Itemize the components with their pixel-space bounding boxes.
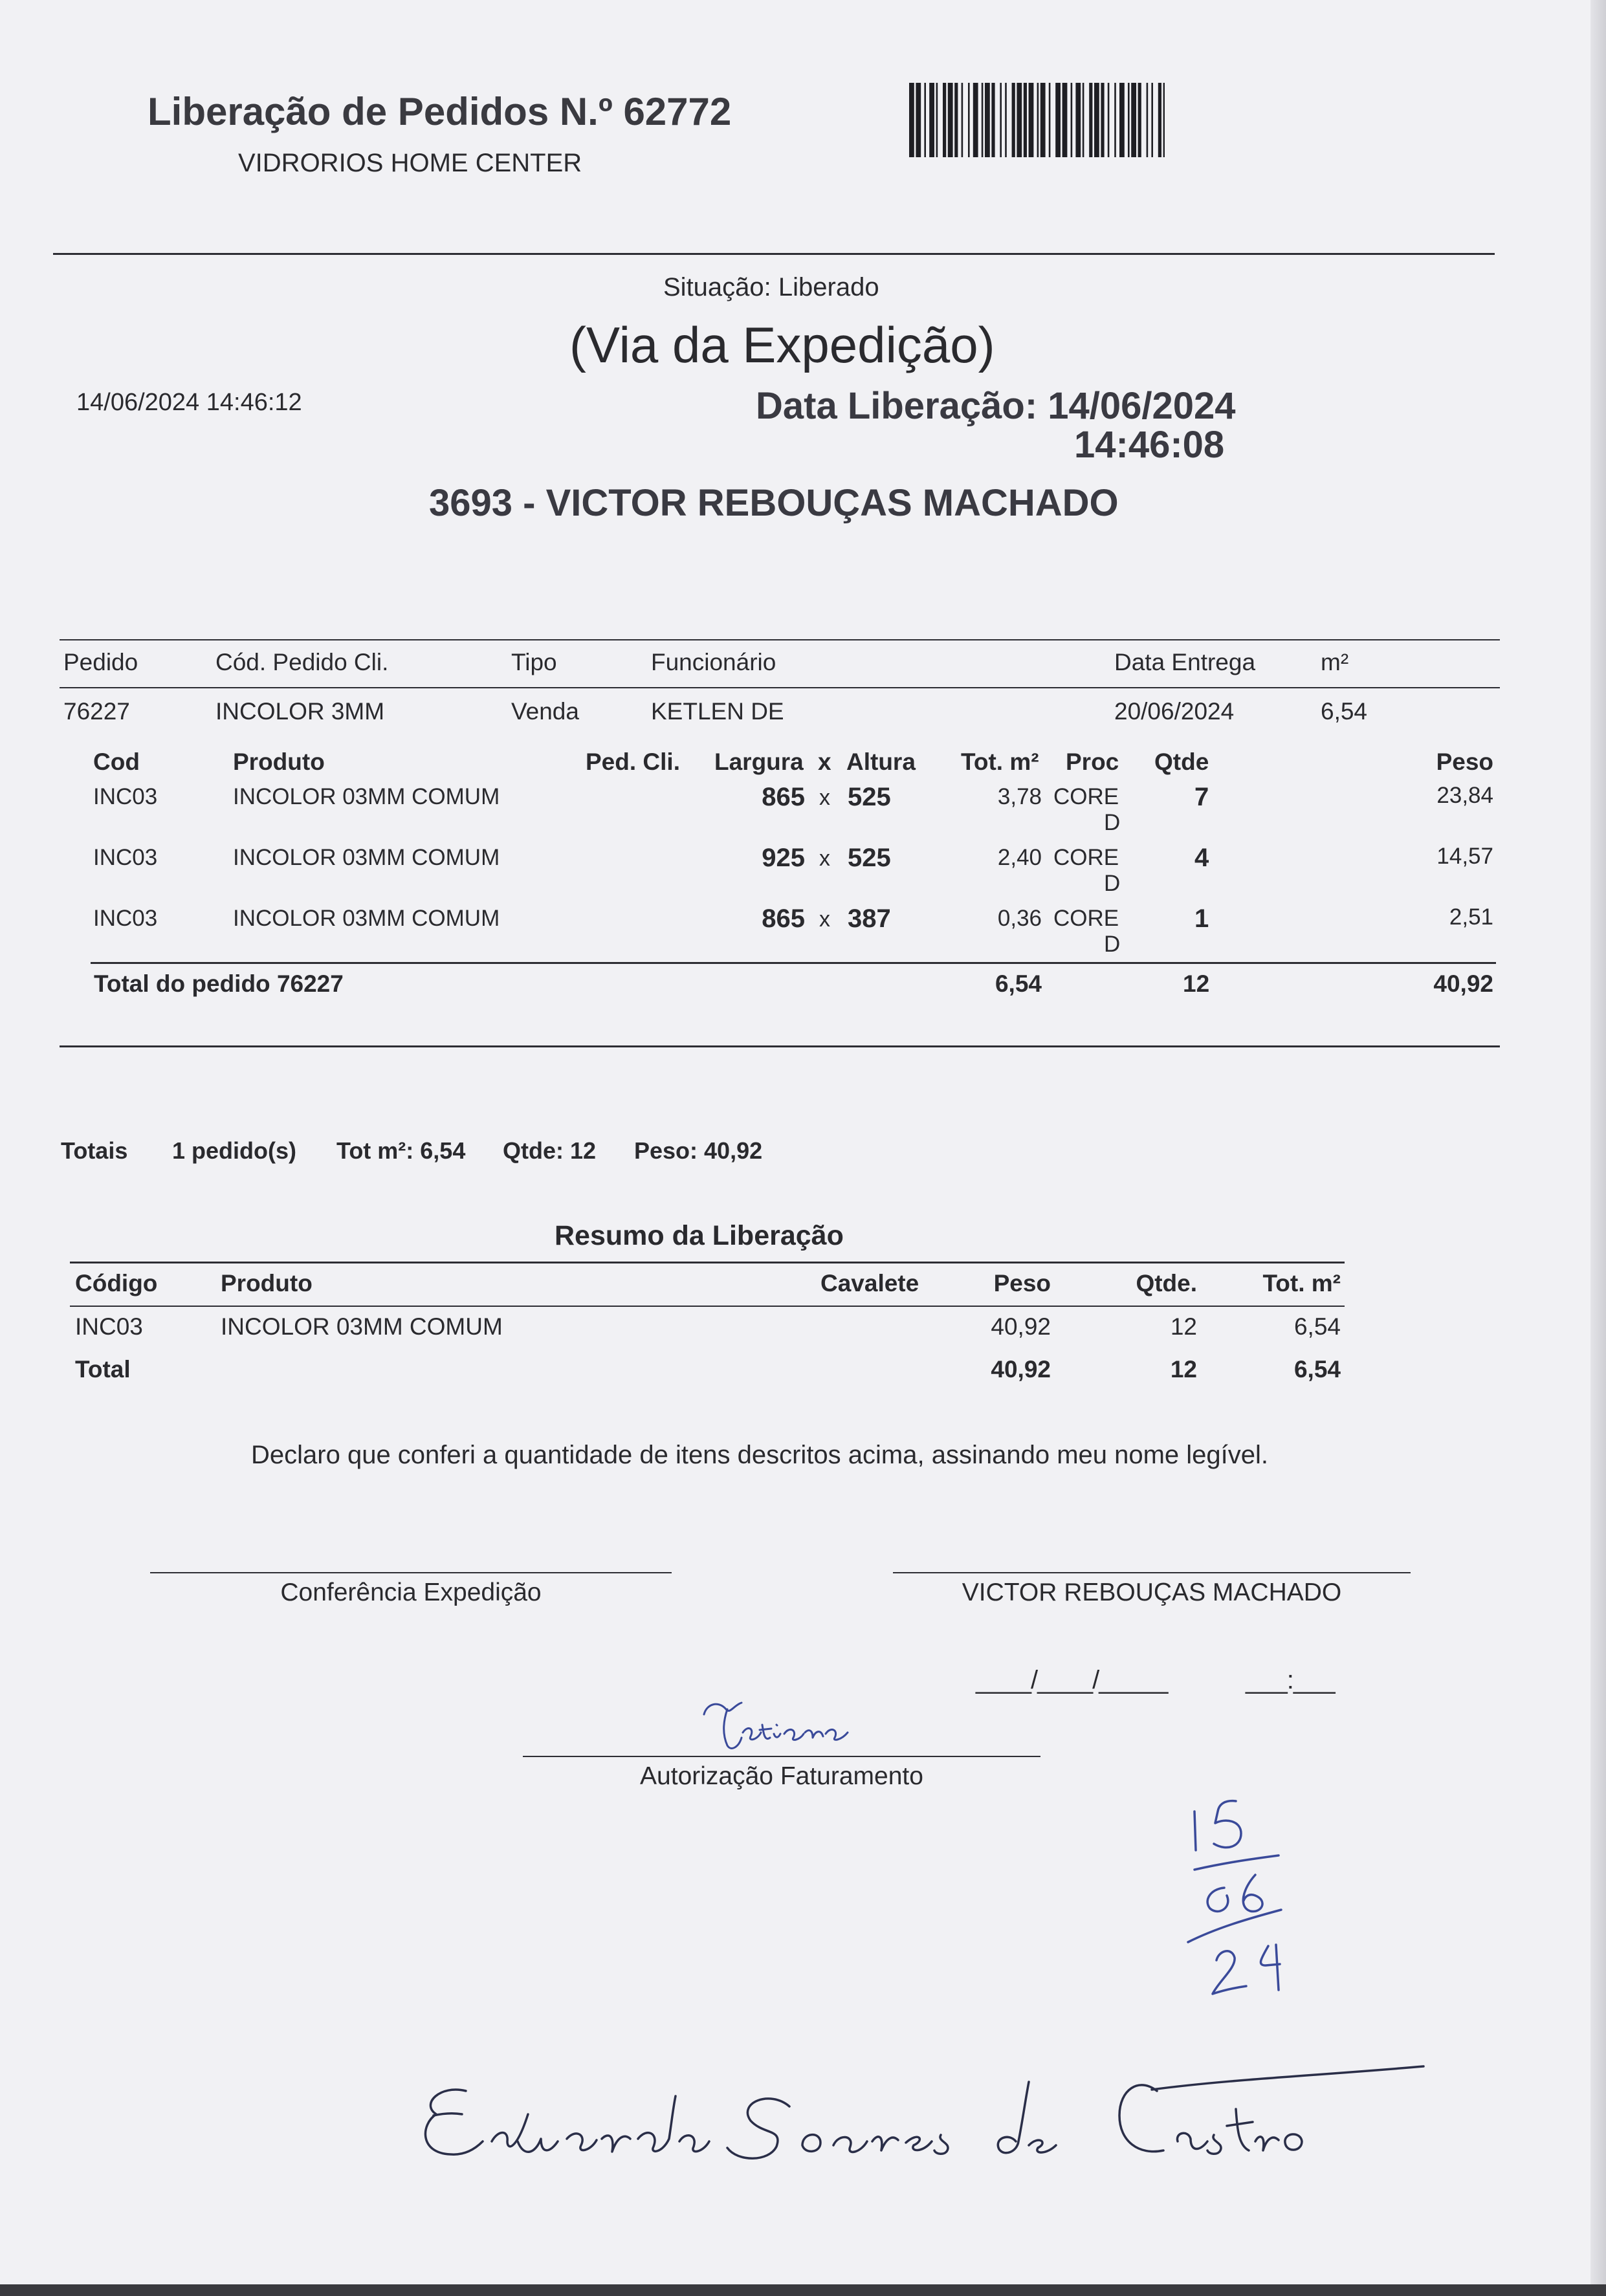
resumo-total-m2: 6,54: [1293, 1356, 1341, 1383]
data-liberacao: Data Liberação: 14/06/2024: [756, 385, 1236, 427]
resumo-col-tot-m2: Tot. m²: [1262, 1270, 1341, 1296]
item-altura: 525: [848, 844, 891, 872]
barcode-bar: [1083, 83, 1084, 157]
order-m2: 6,54: [1321, 698, 1368, 725]
barcode-bar: [1000, 83, 1002, 157]
barcode-bar: [943, 83, 946, 157]
item-col-altura: Altura: [846, 749, 916, 775]
barcode-bar: [1012, 83, 1015, 157]
item-x: x: [819, 907, 830, 932]
barcode-bar: [1037, 83, 1039, 157]
barcode-bar: [985, 83, 990, 157]
date-blank: ____/____/_____: [976, 1666, 1168, 1694]
barcode-bar: [1017, 83, 1022, 157]
col-data-entrega: Data Entrega: [1114, 649, 1256, 675]
col-tipo: Tipo: [511, 649, 557, 675]
barcode-bar: [936, 83, 938, 157]
signature-tatiana: [699, 1695, 893, 1753]
conferencia-label: Conferência Expedição: [280, 1579, 542, 1606]
item-tot-m2: 2,40: [997, 845, 1042, 870]
item-tot-m2: 3,78: [997, 784, 1042, 809]
item-altura: 525: [848, 783, 891, 811]
item-qtde: 1: [1194, 904, 1209, 933]
signature-line-cliente: [893, 1572, 1411, 1573]
barcode-bar: [1131, 83, 1136, 157]
item-produto: INCOLOR 03MM COMUM: [233, 845, 500, 870]
items-total-line: [91, 962, 1496, 964]
barcode-bar: [1089, 83, 1092, 157]
barcode-bar: [962, 83, 963, 157]
item-altura: 387: [848, 904, 891, 933]
col-pedido: Pedido: [63, 649, 138, 675]
item-col-largura: Largura: [714, 749, 804, 775]
col-funcionario: Funcionário: [651, 649, 776, 675]
signature-line-conferencia: [150, 1572, 672, 1573]
item-peso: 23,84: [1436, 783, 1493, 808]
totals-qtde: Qtde: 12: [503, 1137, 597, 1164]
time-blank: ___:___: [1246, 1666, 1335, 1694]
barcode-bar: [1024, 83, 1027, 157]
client-name: 3693 - VICTOR REBOUÇAS MACHADO: [429, 482, 1119, 524]
item-col-x: x: [818, 749, 831, 775]
order-table-bottom-line: [60, 1045, 1500, 1047]
barcode-bar: [1005, 83, 1007, 157]
item-proc: CORE: [1053, 906, 1119, 931]
resumo-header-line: [70, 1306, 1345, 1307]
order-data-entrega: 20/06/2024: [1114, 698, 1235, 725]
barcode-bar: [948, 83, 953, 157]
totals-peso: Peso: 40,92: [634, 1137, 763, 1164]
resumo-qtde: 12: [1170, 1313, 1197, 1340]
col-cod-pedido-cli: Cód. Pedido Cli.: [215, 649, 389, 675]
item-col-proc: Proc: [1066, 749, 1119, 775]
totals-m2: Tot m²: 6,54: [336, 1137, 466, 1164]
barcode-bar: [1071, 83, 1073, 157]
item-produto: INCOLOR 03MM COMUM: [233, 784, 500, 809]
handwritten-date: [1165, 1792, 1326, 2012]
barcode-bar: [1119, 83, 1125, 157]
item-qtde: 7: [1194, 783, 1209, 811]
item-proc: CORE: [1053, 784, 1119, 809]
totals-label: Totais: [61, 1137, 128, 1164]
item-tot-m2: 0,36: [997, 906, 1042, 931]
barcode-bar: [1075, 83, 1081, 157]
barcode-bar: [968, 83, 970, 157]
items-total-label: Total do pedido 76227: [94, 970, 344, 997]
barcode-bar: [1094, 83, 1099, 157]
resumo-total-label: Total: [75, 1356, 131, 1383]
item-cod: INC03: [93, 845, 158, 870]
cliente-label: VICTOR REBOUÇAS MACHADO: [962, 1579, 1342, 1606]
item-col-qtde: Qtde: [1154, 749, 1209, 775]
item-col-cod: Cod: [93, 749, 140, 775]
item-largura: 865: [762, 904, 805, 933]
items-total-peso: 40,92: [1433, 970, 1493, 997]
barcode-bar: [1138, 83, 1141, 157]
item-largura: 865: [762, 783, 805, 811]
company-name: VIDRORIOS HOME CENTER: [238, 149, 582, 177]
situacao-label: Situação: Liberado: [663, 273, 879, 301]
barcode-bar: [1062, 83, 1068, 157]
signature-line-autorizacao: [523, 1756, 1040, 1757]
page-bottom-edge: [0, 2284, 1606, 2296]
handwritten-name-signature: [414, 2044, 1424, 2200]
page-edge-shadow: [1590, 0, 1606, 2296]
barcode-bar: [1040, 83, 1046, 157]
resumo-codigo: INC03: [75, 1313, 143, 1340]
autorizacao-label: Autorização Faturamento: [640, 1762, 923, 1790]
barcode-bar: [954, 83, 958, 157]
order-table-top-line: [60, 639, 1500, 640]
item-cod: INC03: [93, 784, 158, 809]
resumo-col-cavalete: Cavalete: [820, 1270, 919, 1296]
barcode-bar: [1147, 83, 1149, 157]
barcode-bar: [1049, 83, 1051, 157]
data-liberacao-time: 14:46:08: [1074, 424, 1225, 466]
item-x: x: [819, 846, 830, 871]
order-funcionario: KETLEN DE: [651, 698, 784, 725]
barcode: [909, 83, 1165, 157]
resumo-col-codigo: Código: [75, 1270, 158, 1296]
barcode-bar: [924, 83, 926, 157]
resumo-total-qtde: 12: [1170, 1356, 1197, 1383]
resumo-top-line: [70, 1262, 1345, 1263]
resumo-peso: 40,92: [991, 1313, 1051, 1340]
barcode-bar: [1108, 83, 1110, 157]
barcode-bar: [1151, 83, 1153, 157]
barcode-bar: [916, 83, 921, 157]
item-proc-wrap: D: [1104, 871, 1121, 896]
barcode-bar: [1128, 83, 1130, 157]
resumo-col-qtde: Qtde.: [1136, 1270, 1197, 1296]
resumo-col-produto: Produto: [221, 1270, 313, 1296]
via-label: (Via da Expedição): [569, 316, 995, 373]
item-x: x: [819, 785, 830, 810]
barcode-bar: [929, 83, 934, 157]
resumo-tot-m2: 6,54: [1293, 1313, 1341, 1340]
header-divider: [53, 253, 1495, 255]
resumo-col-peso: Peso: [993, 1270, 1051, 1296]
item-proc-wrap: D: [1104, 932, 1121, 957]
print-timestamp: 14/06/2024 14:46:12: [76, 389, 302, 416]
item-produto: INCOLOR 03MM COMUM: [233, 906, 500, 931]
totals-pedidos: 1 pedido(s): [172, 1137, 297, 1164]
document-title: Liberação de Pedidos N.º 62772: [148, 90, 732, 133]
order-pedido: 76227: [63, 698, 130, 725]
col-m2: m²: [1321, 649, 1349, 675]
items-total-m2: 6,54: [995, 970, 1042, 997]
items-total-qtde: 12: [1183, 970, 1210, 997]
item-peso: 2,51: [1449, 904, 1493, 930]
item-proc: CORE: [1053, 845, 1119, 870]
resumo-title: Resumo da Liberação: [555, 1220, 844, 1251]
barcode-bar: [1158, 83, 1161, 157]
barcode-bar: [1029, 83, 1034, 157]
order-tipo: Venda: [511, 698, 579, 725]
barcode-bar: [982, 83, 984, 157]
item-col-produto: Produto: [233, 749, 325, 775]
item-proc-wrap: D: [1104, 810, 1121, 835]
barcode-bar: [1114, 83, 1116, 157]
item-qtde: 4: [1194, 844, 1209, 872]
item-largura: 925: [762, 844, 805, 872]
item-col-peso: Peso: [1436, 749, 1493, 775]
barcode-bar: [909, 83, 914, 157]
item-col-tot-m2: Tot. m²: [961, 749, 1039, 775]
resumo-produto: INCOLOR 03MM COMUM: [221, 1313, 503, 1340]
barcode-bar: [973, 83, 978, 157]
declaration-text: Declaro que conferi a quantidade de itens descritos acima, assinando meu nome legível.: [251, 1441, 1269, 1469]
barcode-bar: [1163, 83, 1165, 157]
item-col-ped-cli: Ped. Cli.: [586, 749, 680, 775]
item-cod: INC03: [93, 906, 158, 931]
resumo-total-peso: 40,92: [991, 1356, 1051, 1383]
item-peso: 14,57: [1436, 844, 1493, 869]
barcode-bar: [1101, 83, 1104, 157]
order-cod-cli: INCOLOR 3MM: [215, 698, 385, 725]
barcode-bar: [1055, 83, 1061, 157]
order-table-header-line: [60, 687, 1500, 688]
barcode-bar: [991, 83, 995, 157]
